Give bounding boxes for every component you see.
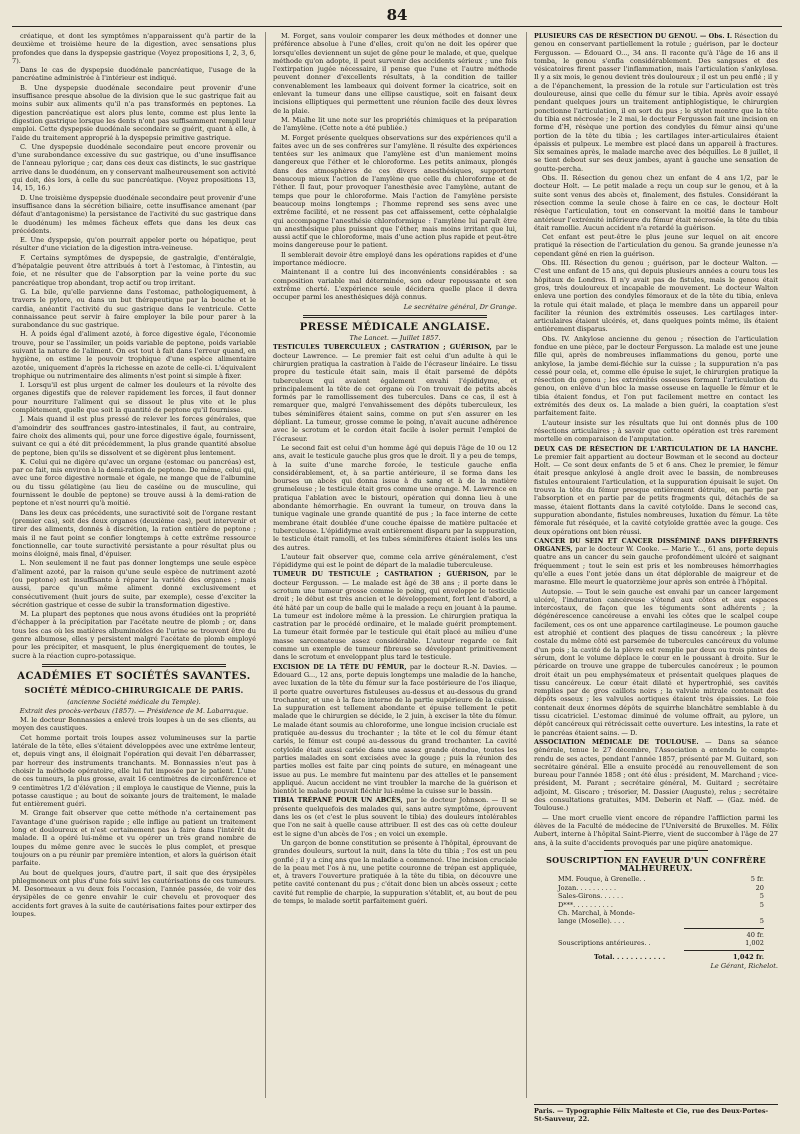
article-paragraph — [534, 537, 778, 587]
minutes-paragraph: M. le docteur Bonnassies a enlevé trois loupes à un de ses clients, au moyen des caustiques. — [12, 716, 256, 733]
proposition-paragraph: C. Une dyspepsie duodénale secondaire peut encore provenir ou d'une surabondance excessive du suc gastrique, ou d'une insuffisance de l'anneau pylorique ; car, dans ces deux cas distincts, le suc gastrique arrive dans le duodénum, en y conservant malheureusement son activité qui doit, dès lors, à celle du suc pancréatique. (Voyez propositions 13, 14, 15, 16.) — [12, 142, 256, 193]
article-text: Un garçon de bonne constitution se présente à l'hôpital, éprouvant de grandes douleurs, surtout la nuit, dans la tête du tibia ; l'os est un peu gonflé ; il y a cinq ans que la maladie a commencé. Une incision cruciale de la peau met l'os à nu, une petite couronne de trépan est appliquée, et, à travers l'ouverture pratiquée à la tête du tibia, on découvre une petite cavité contenant du pus ; c'était donc bien un abcès osseux ; cette cavité fut remplie de charpie, la suppuration s'établit, et, au bout de peu de temps, le malade sortit parfaitement guéri. — [273, 838, 517, 905]
article-text: Obs. III. Résection du genou ; guérison, par le docteur Walton. — C'est une enfant de 15 ans, qui depuis plusieurs années a couru tous les hôpitaux de Londres. Il n'y avait pas de fistules, mais le genou était gros, très douloureux et incapable de mouvement. Le docteur Walton enleva une portion des condyles fémoraux et de la tête du tibia, enleva la rotule qui était malade, et plaça le membre dans un appareil pour faciliter la réunion des extrémités osseuses. Les cartilages inter-articulaires étaient ulcérés, et, dans quelques points même, ils étaient entièrement disparus. — [534, 259, 778, 334]
article-text: Cet enfant est peut-être le plus jeune sur lequel on ait encore pratiqué la résection de l'articulation du genou. Sa grande jeunesse n'a cependant gêné en rien la guérison. — [534, 233, 778, 258]
column-middle — [273, 32, 517, 1098]
proposition-paragraph: Dans les deux cas précédents, une suractivité soit de l'organe restant (premier cas), soit des deux organes (deuxième cas), peut intervenir et tirer des aliments, donnés à discrétion, la ration entière de peptone ; mais il ne faut point se confier longtemps à cette extrême ressource fonctionnelle, car toute suractivité persistante a pour résultat plus ou moins éloigné, mais final, d'épuiser. — [12, 508, 256, 559]
minutes-paragraph: Au bout de quelques jours, d'autre part, il sait que des érysipèles phlegmoneux ont plus d'une fois suivi les cautérisations de ces tumeurs. M. Desormeaux a vu deux fois l'occasion, l'année passée, de voir des érysipèles de ce genre envahir le cuir chevelu et provoquer des accidents fort graves à la suite de cautérisations faites pour extirper des loupes. — [12, 868, 256, 918]
proposition-paragraph: M. La plupart des peptones que nous avons étudiées ont la propriété d'échapper à la précipitation par l'acétate neutre de plomb ; or, dans tous les cas où les matières albuminoïdes de l'urine se trouvent être du genre albumose, elles y persistent malgré l'acétate de plomb employé pour les précipiter, et masquent, le plus énergiquement de toutes, le sucre à la réaction cupro-potassique. — [12, 610, 256, 660]
article-paragraph — [273, 444, 517, 552]
society-extract: Extrait des procès-verbaux (1857). — Présidence de M. Labarraque. — [19, 706, 249, 715]
press-articles — [273, 343, 517, 905]
society-subtitle: (ancienne Société médicale du Temple). — [67, 697, 201, 706]
minutes-paragraph: M. Forget, sans vouloir comparer les deux méthodes et donner une préférence absolue à l'une d'elles, croit qu'on ne doit les opérer que lorsqu'elles deviennent un sujet de gêne pour le malade, et que, quelque méthode qu'on adopte, il peut survenir des accidents sérieux ; une fois l'extirpation jugée nécessaire, il pense que l'une et l'autre méthode peuvent donner d'excellents résultats, à la condition de tailler convenablement les lambeaux qui doivent former la cicatrice, soit en enlevant la tumeur dans une ellipse caustique, soit en faisant deux incisions elliptiques qui permettent une réunion facile des deux lèvres de la plaie. — [273, 32, 517, 115]
article-text: par le docteur Lawrence. — Le premier fait est celui d'un adulte à qui le chirurgien pratiqua la castration à l'aide de l'écraseur linéaire. Le tissu propre du testicule était sain, mais il était parsemé de dépôts tuberculeux qui avaient également envahi l'épididyme, et principalement la tête de cet organe où l'on trouvait de petits abcès formés par le ramollissement des tubercules. Dans ce cas, il est à remarquer que, malgré l'envahissement des dépôts tuberculeux, les tubes séminifères étaient sains, comme on put s'en assurer en les dépliant. La tumeur, grosse comme le poing, n'avait aucune adhérence avec le scrotum et le cordon était facile à isoler permit l'emploi de l'écraseur. — [273, 343, 517, 443]
column-separator — [526, 32, 527, 1098]
article-text: Le second fait est celui d'un homme âgé qui depuis l'âge de 10 ou 12 ans, avait le testicule gauche plus gros que le droit. Il y a peu de temps, à la suite d'une marche forcée, le testicule gauche enfla considérablement, et, à sa partie antérieure, il se forma dans les bourses un abcès qui donna issue à du sang et à de la matière grumeleuse ; le testicule était gros comme une orange. M. Lawrence en pratiqua l'ablation avec le bistouri, opération qui donna lieu à une abondante hémorrhagie. En ouvrant la tumeur, on trouva dans la tunique vaginale une grande quantité de pus ; la face interne de cette membrane était doublée d'une couche épaisse de matière pultacée et tuberculeuse. L'épididyme avait entièrement disparu par la suppuration, le testicule était ramolli, et les tubes séminifères étaient isolés les uns des autres. — [273, 443, 517, 552]
total-label: Total. . . . . . . . . . . . — [594, 952, 666, 961]
news-item: — Une mort cruelle vient encore de répandre l'affliction parmi les élèves de la Faculté de médecine de l'Université de Bruxelles. M. Félix Aubert, interne à l'hôpital Saint-Pierre, vient de succomber à l'âge de 27 ans, à la suite d'accidents provoqués par une piqûre anatomique. — [534, 813, 778, 847]
association-text: — Dans sa séance générale, tenue le 27 décembre, l'Association a entendu le compte-rendu de ses actes, pendant l'année 1857, présenté par M. Guitard, son secrétaire général. Elle a ensuite procédé au renouvellement de son bureau pour l'année 1858 ; ont été élus : président, M. Marchand ; vice-président, M. Parant ; secrétaire général, M. Guitard ; secrétaire adjoint, M. Giscaro ; trésorier, M. Dassier (Auguste), relus ; secrétaire des consultations gratuites, MM. Deberin et Naff. — (Gaz. méd. de Toulouse.) — [534, 737, 778, 813]
article-paragraph — [273, 553, 517, 570]
society-minutes — [12, 716, 256, 918]
section-title-academies: ACADÉMIES ET SOCIÉTÉS SAVANTES. — [17, 670, 251, 682]
total-row — [534, 953, 778, 961]
subscriber-name: Jozan. . . . . . . . . . — [558, 883, 617, 892]
article-title: CANCER DU SEIN ET CANCER DISSÉMINÉ DANS DIFFÉRENTS ORGANES, — [534, 536, 778, 554]
article-text: par le docteur Johnson. — Il se présente quelquefois des malades qui, sans autre symptôme, éprouvent dans les os (et c'est le plus souvent le tibia) des douleurs intolérables que l'on ne sait à quelle cause attribuer. Il est des cas où cette douleur est le signe d'un abcès de l'os ; en voici un exemple. — [273, 796, 517, 838]
press-source: The Lancet. — Juillet 1857. — [349, 334, 441, 343]
subtotal-row — [534, 931, 778, 939]
proposition-paragraph: F. Certains symptômes de dyspepsie, de gastralgie, d'entéralgie, d'hépatalgie peuvent être attribués à tort à l'estomac, à l'intestin, au foie, et ne résulter que de l'absorption par la veine porte du suc pancréatique trop abondant, trop actif ou trop irritant. — [12, 253, 256, 287]
dyspepsia-propositions — [12, 32, 256, 660]
article-text: Obs. II. Résection du genou chez un enfant de 4 ans 1/2, par le docteur Holt. — Le petit malade a reçu un coup sur le genou, et à la suite sont venus des abcès et, finalement, des fistules. Considérant la résection comme la seule chose à faire en ce cas, le docteur Holt résèque l'articulation, tout en conservant la moitié dans le tambour antérieur l'extrémité inférieure du fémur était nécrosée, la tête du tibia était ramollie. Aucun accident n'a retardé la guérison. — [534, 174, 778, 232]
article-text: Autopsie. — Tout le sein gauche est envahi par un cancer largement ulcéré, l'induration cancéreuse s'étend aux côtes et aux espaces intercostaux, de façon que les téguments sont adhérents ; la dégénérescence cancéreuse a envahi les côtes que le scalpel coupe facilement, ces os ont une apparence cartilagineuse. Le poumon gauche est atrophié et contient des plaques de tissu cancéreux ; la plèvre costale du même côté est parsemée de tubercules cancéreux du volume d'un pois ; la cavité de la plèvre est remplie par deux ou trois pintes de sérum, dont le volume déplace le cœur en le poussant à droite. Sur le péricarde on trouve une grappe de tubercules cancéreux ; le poumon droit était un peu emphysémateux et présentait quelques plaques de tissu cancéreux. Le cœur était dilaté et hypertrophié, ses cavités remplies par de gros caillots noirs ; la valvule mitrale contenait des dépôts osseux ; les valvules aortiques étaient très épaissies. Le foie contenait deux énormes dépôts de squirrhe blanchâtre semblable à du tissu cicatriciel. L'estomac diminué de volume offrait, au pylore, un dépôt cancéreux qui rétrécissait cette ouverture. Les intestins, la rate et le pancréas étaient sains. — D. — [534, 587, 778, 737]
article-title: DEUX CAS DE RÉSECTION DE L'ARTICULATION DE LA HANCHE. — [534, 444, 778, 453]
column-left — [12, 32, 256, 1098]
subscription-amount: 5 — [759, 917, 764, 926]
article-title: EXCISION DE LA TÊTE DU FÉMUR, — [273, 662, 407, 671]
subtotal-amount: 40 fr. — [746, 930, 764, 939]
subscription-amount: 20 — [755, 883, 764, 892]
subscription-row — [534, 875, 778, 883]
minutes-paragraph: M. Forget présente quelques observations sur des expériences qu'il a faites avec un de ses confrères sur l'amylène. Il résulte des expériences tentées sur les animaux que l'amylène est d'un maniement moins dangereux que l'éther et le chloroforme. Les petits animaux, plongés dans des atmosphères de ces divers anesthésiques, supportent beaucoup mieux l'action de l'amylène que celle du chloroforme et de l'éther. Il faut, pour provoquer l'anesthésie avec l'amylène, autant de temps que pour le chloroforme. Mais l'action de l'amylène persiste beaucoup moins longtemps ; l'homme reprend ses sens avec une extrême facilité, et ne ressent pas cet affaissement, cette céphalalgie qui accompagne l'anesthésie chloroformique : l'amylène lui paraît être un anesthésique plus puissant que l'éther, mais moins irritant que lui, aussi actif que le chloroforme, mais d'une action plus rapide et peut-être moins dangereuse pour le patient. — [273, 133, 517, 250]
subscription-amount: 5 — [759, 900, 764, 909]
resection-articles — [534, 32, 778, 737]
total-amount: 1,042 fr. — [733, 952, 764, 961]
subscriber-name: Ch. Marchal, à Monde- — [558, 909, 635, 918]
article-title: PLUSIEURS CAS DE RÉSECTION DU GENOU. — Obs. I. — [534, 32, 733, 40]
subscriber-name: Sales-Girons. . . . . . — [558, 892, 624, 901]
article-paragraph — [534, 445, 778, 536]
subscriber-name: D***. . . . . . . . . . — [558, 900, 614, 909]
minutes-paragraph: Cet homme portait trois loupes assez volumineuses sur la partie latérale de la tête, elles s'étaient développées avec une extrême lenteur, et, depuis vingt ans, il éloignait l'opération qui devait l'en débarrasser, par horreur des instruments tranchants. M. Bonnassies n'eut pas à choisir la méthode opératoire, elle lui fut imposée par le patient. L'une de ces tumeurs, la plus grosse, avait 16 centimètres de circonférence et 9 centimètres 1/2 d'élévation ; il employa le caustique de Vienne, puis la potasse caustique ; au bout de soixante jours de traitement, le malade fut entièrement guéri. — [12, 733, 256, 809]
previous-amount: 1,002 — [745, 939, 764, 948]
society-title: SOCIÉTÉ MÉDICO-CHIRURGICALE DE PARIS. — [24, 685, 244, 696]
minutes-paragraph: Maintenant il a contre lui des inconvénients considérables : sa composition variable mal déterminée, son odeur repoussante et son extrême cherté. L'expérience seule décidera quelle place il devra occuper parmi les anesthésiques déjà connus. — [273, 268, 517, 302]
subscription-row — [534, 884, 778, 892]
article-text: L'auteur insiste sur les résultats que lui ont donnés plus de 100 résections articulaires ; à savoir que cette opération est très rarement mortelle en comparaison de l'amputation. — [534, 418, 778, 444]
subscription-row — [534, 917, 778, 925]
page-number: 84 — [386, 6, 408, 24]
society-minutes-continued — [273, 32, 517, 302]
article-title: TUMEUR DU TESTICULE ; CASTRATION ; GUÉRISON, — [273, 570, 489, 579]
total-rule — [684, 950, 764, 951]
article-title: TIBIA TRÉPANÉ POUR UN ABCÈS, — [273, 796, 403, 805]
proposition-paragraph: L. Non seulement il ne faut pas donner longtemps une seule espèce d'aliment azoté, par la raison qu'une seule espèce de nutriment azoté (ou peptone) est insuffisante à réparer la variété des organes ; mais aussi, parce qu'un même aliment donné exclusivement et consécutivement (huit jours de suite, par exemple), cesse d'exciter la sécrétion gastrique et cesse de subir la transformation digestive. — [12, 559, 256, 609]
section-divider — [303, 315, 487, 318]
proposition-paragraph: J. Mais quand il est plus pressé de relever les forces générales, que d'amoindrir des souffrances gastro-intestinales, il faut, au contraire, faire choix des aliments qui, pour une force digestive égale, fournissent, suivant ce qui a été dit précédemment, la plus grande quantité absolue de peptone, bien qu'ils se dissolvent et se digèrent plus lentement. — [12, 415, 256, 457]
column-separator — [265, 32, 266, 1098]
secretary-signature: Le secrétaire général, Dr Grange. — [403, 302, 517, 311]
manager-signature: Le Gérant, Richelot. — [710, 962, 778, 971]
article-paragraph — [534, 259, 778, 334]
proposition-paragraph: H. À poids égal d'aliment azoté, à force digestive égale, l'économie trouve, pour se l'assimiler, un poids variable de peptone, poids variable suivant la nature de l'aliment. On est tout à fait dans l'erreur quand, en hygiène, on estime le pouvoir trophique d'une espèce alimentaire azotée, uniquement d'après la richesse en azote de celle-ci. L'équivalent trophique ou nutrimentaire des aliments n'est point si simple à fixer. — [12, 330, 256, 380]
minutes-paragraph: M. Grange fait observer que cette méthode n'a certainement pas l'avantage d'une guérison rapide ; elle inflige au patient un traitement long et douloureux et n'est certainement pas à faire dans l'intérêt du malade. Il a opéré lui-même et vu opérer un très grand nombre de loupes du même genre avec le succès le plus complet, et presque toujours on a pu réunir par première intention, et alors la guérison était parfaite. — [12, 809, 256, 868]
subscription-amount: 5 — [759, 892, 764, 901]
article-paragraph — [273, 570, 517, 661]
article-paragraph — [534, 335, 778, 418]
proposition-paragraph: B. Une dyspepsie duodénale secondaire peut provenir d'une insuffisance presque absolue de la division que le suc gastrique fait au moins subir aux aliments qu'il n'a pas transformés en peptones. La digestion pancréatique est alors plus lente, comme est plus lente la digestion gastrique lorsque les dents n'ont pas suffisamment rempli leur emploi. Cette dyspepsie duodénale secondaire se guérit, quant à elle, à l'aide du traitement approprié à la dyspepsie primitive gastrique. — [12, 83, 256, 142]
proposition-paragraph: K. Celui qui ne digère qu'avec un organe (estomac ou pancréas) est, par ce fait, mis environ à la demi-ration de peptone. De même, celui qui, avec une force digestive normale et égale, ne mange que de l'albumine ou du tissu gélatigène (au lieu de caséine ou de musculine, qui fournissent le double de peptone) se trouve aussi à la demi-ration de peptone et n'est nourri qu'à moitié. — [12, 457, 256, 508]
proposition-paragraph: créatique, et dont les symptômes n'apparaissent qu'à partir de la deuxième et troisième heure de la digestion, avec sensations plus profondes que dans la dyspepsie gastrique (Voyez propositions I, 2, 3, 6, 7). — [12, 32, 256, 65]
proposition-paragraph: Dans le cas de dyspepsie duodénale pancréatique, l'usage de la pancréatine administrée à l'intérieur est indiqué. — [12, 66, 256, 83]
article-text: par le docteur W. Cooke. — Marie Y..., 61 ans, porte depuis quatre ans un cancer du sein gauche profondément ulcéré et saignant fréquemment ; tout le sein est pris et les nombreuses hémorrhagies qu'elle a eues l'ont jetée dans un état déplorable de maigreur et de marasme. Elle meurt le quatorzième jour après son entrée à l'hôpital. — [534, 545, 778, 587]
subscription-row — [534, 892, 778, 900]
article-paragraph — [534, 32, 778, 173]
article-paragraph — [534, 419, 778, 444]
association-notice — [534, 738, 778, 813]
subscription-row — [534, 909, 778, 917]
proposition-paragraph: E. Une dyspepsie, qu'on pourrait appeler porte ou hépatique, peut résulter d'une viciation de la digestion intra-veineuse. — [12, 236, 256, 253]
previous-row — [534, 939, 778, 947]
article-text: Le premier fait appartient au docteur Bowman et le second au docteur Holt. — Ce sont deux enfants de 5 et 6 ans. Chez le premier, le fémur était presque ankylosé à angle droit avec le bassin, de nombreuses fistules entouraient l'articulation, et la suppuration épuisait le sujet. On trouva la tête du fémur presque entièrement détruite, en partie par l'absorption et en partie par de petits fragments qui, détachés de sa masse, étaient flottants dans la cavité cotyloïde. Dans le second cas, suppuration abondante, fistules nombreuses, luxation du fémur. La tête fémorale fut réséquée, et la cavité cotyloïde grattée avec la gouge. Ces deux opérations ont bien réussi. — [534, 452, 778, 536]
minutes-paragraph: M. Mialhe lit une note sur les propriétés chimiques et la préparation de l'amylène. (Cette note a été publiée.) — [273, 115, 517, 133]
article-paragraph — [273, 839, 517, 905]
printer-footer: Paris. — Typographie Félix Malteste et Cie, rue des Deux-Portes-St-Sauveur, 22. — [534, 1104, 778, 1123]
minutes-paragraph: Il semblerait devoir être employé dans les opérations rapides et d'une importance médiocre. — [273, 250, 517, 268]
subtotal-rule — [684, 928, 764, 929]
proposition-paragraph: D. Une troisième dyspepsie duodénale secondaire peut provenir d'une insuffisance dans la sécrétion biliaire, cette insuffisance amenant (par défaut d'antagonisme) la persistance de l'activité du suc gastrique dans le duodénum) les mêmes fâcheux effets que dans les deux cas précédents. — [12, 193, 256, 235]
article-paragraph — [273, 796, 517, 837]
header-rule — [12, 26, 782, 27]
article-text: par le docteur Fergusson. — Le malade est âgé de 38 ans ; il porte dans le scrotum une tumeur grosse comme le poing, qui enveloppe le testicule droit ; le début est très ancien et le développement, fort lent d'abord, a été hâté par un coup de balle qui le malade a reçu en jouant à la paume. La tumeur est indolore même à la pression. Le chirurgien pratiqua la castration par le procédé ordinaire, et le malade guérit promptement. La tumeur était formée par le testicule qui était placé au milieu d'une masse sarcomateuse assez considérable. L'auteur regarde ce fait comme un exemple de tumeur fibreuse se développant primitivement dans le scrotum et enveloppant plus tard le testicule. — [273, 570, 517, 662]
subscription-amount: 5 fr. — [750, 875, 764, 884]
column-right — [534, 32, 778, 1098]
proposition-paragraph: I. Lorsqu'il est plus urgent de calmer les douleurs et la révolte des organes digestifs que de relever rapidement les forces, il faut donner pour nourriture l'aliment qui se dissout le plus vite et le plus complètement, quelle que soit la quantité de peptone qu'il fournisse. — [12, 381, 256, 415]
article-text: par le docteur R.-N. Davies. — Édouard G..., 12 ans, porte depuis longtemps une maladie de la hanche, avec luxation de la tête du fémur sur la face postérieure de l'os iliaque, il porte quatre ouvertures fistuleuses au-dessus et au-dessous du grand trochanter, et une à la face interne de la partie supérieure de la cuisse. La suppuration est tellement abondante et épuise tellement le petit malade que le chirurgien se décide, le 2 juin, à exciser la tête du fémur. Le malade étant soumis au chloroforme, une longue incision cruciale est pratiquée au-dessus du trochanter ; la tête et le col du fémur étant cariés, le fémur est coupé au-dessous du grand trochanter. La cavité cotyloïde était aussi cariée dans une assez grande étendue, toutes les parties malades en sont excisées avec la gouge ; puis la réunion des parties molles est faite par cinq points de suture, en ménageant une issue au pus. Le membre fut maintenu par des attelles et le pansement appliqué. Aucun accident ne vint troubler la marche de la guérison et bientôt le malade pouvait fléchir lui-même la cuisse sur le bassin. — [273, 662, 517, 796]
article-title: TESTICULES TUBERCULEUX ; CASTRATION ; GUÉRISON, — [273, 343, 492, 352]
subscriber-name: lange (Moselle). . . . — [558, 917, 625, 926]
subscriber-name: MM. Fouque, à Grenelle. . — [558, 875, 646, 884]
subscription-list — [534, 875, 778, 925]
section-title-presse-anglaise: PRESSE MÉDICALE ANGLAISE. — [299, 321, 491, 333]
newspaper-page — [12, 6, 792, 1123]
previous-label: Souscriptions antérieures. . — [558, 939, 651, 948]
association-title: ASSOCIATION MÉDICALE DE TOULOUSE. — [534, 737, 699, 746]
section-divider — [42, 664, 226, 667]
article-paragraph — [534, 588, 778, 737]
article-paragraph — [273, 343, 517, 443]
proposition-paragraph: G. La bile, qu'elle parvienne dans l'estomac, pathologiquement, à travers le pylore, ou dans un but thérapeutique par la bouche et le cardia, anéantit l'activité du suc gastrique dans le ventricule. Cette connaissance peut servir à faire employer la bile pour parer à la surabondance du suc gastrique. — [12, 287, 256, 330]
article-paragraph — [534, 233, 778, 258]
article-paragraph — [273, 663, 517, 796]
subscription-rule — [604, 850, 708, 851]
article-paragraph — [534, 174, 778, 232]
subscription-row — [534, 901, 778, 909]
article-text: Obs. IV. Ankylose ancienne du genou ; résection de l'articulation fondue en une pièce, par le docteur Fergusson. La malade est une jeune fille qui, après de nombreuses inflammations du genou, porte une ankylose, la jambe demi-fléchie sur la cuisse ; la suppuration n'a pas cessé pour cela, et, comme elle épuise le sujet, le chirurgien pratique la résection du genou ; les extrémités osseuses formant l'articulation du genou, on enlève d'un bloc la masse osseuse en laquelle le fémur et le tibia étaient fondus, et l'on put facilement mettre en contact les extrémités des deux os. La malade a bien guéri, la coaptation s'est parfaitement faite. — [534, 334, 778, 418]
article-text: Résection du genou en conservant partiellement la rotule ; guérison, par le docteur Fergusson. — Édouard O..., 34 ans. Il raconte qu'à l'âge de 16 ans il tomba, le genou s'enfla considérablement. Des sangsues et des vésicatoires firent passer l'inflammation, mais l'articulation s'ankylosa. Il y a six mois, le genou devient très douloureux ; il est un peu enflé ; il y a de l'épanchement, la pression de la rotule sur l'articulation est très douloureuse, ainsi que celle du fémur sur le tibia. Après avoir essayé pendant quelques jours un traitement antiphlogistique, le chirurgien ponctionne l'articulation, il en sort du pus ; le stylet montre que la tête du tibia est nécrosée ; le 2 mai, le docteur Fergusson fait une incision en forme d'H, résèque une portion des condyles du fémur ainsi qu'une portion de la tête du tibia ; les cartilages inter-articulaires étaient épaissis et pulpeux. Le membre est placé dans un appareil à fractures. Six semaines après, le malade marche avec des béquilles. Le 8 juillet, il se tient debout sur ses deux jambes, ayant à gauche une sensation de goutte-percha. — [534, 32, 778, 173]
article-text: L'auteur fait observer que, comme cela arrive généralement, c'est l'épididyme qui est le point de départ de la maladie tuberculeuse. — [273, 552, 517, 570]
subscription-title: SOUSCRIPTION EN FAVEUR D'UN CONFRÈRE MALHEUREUX. — [546, 854, 766, 874]
